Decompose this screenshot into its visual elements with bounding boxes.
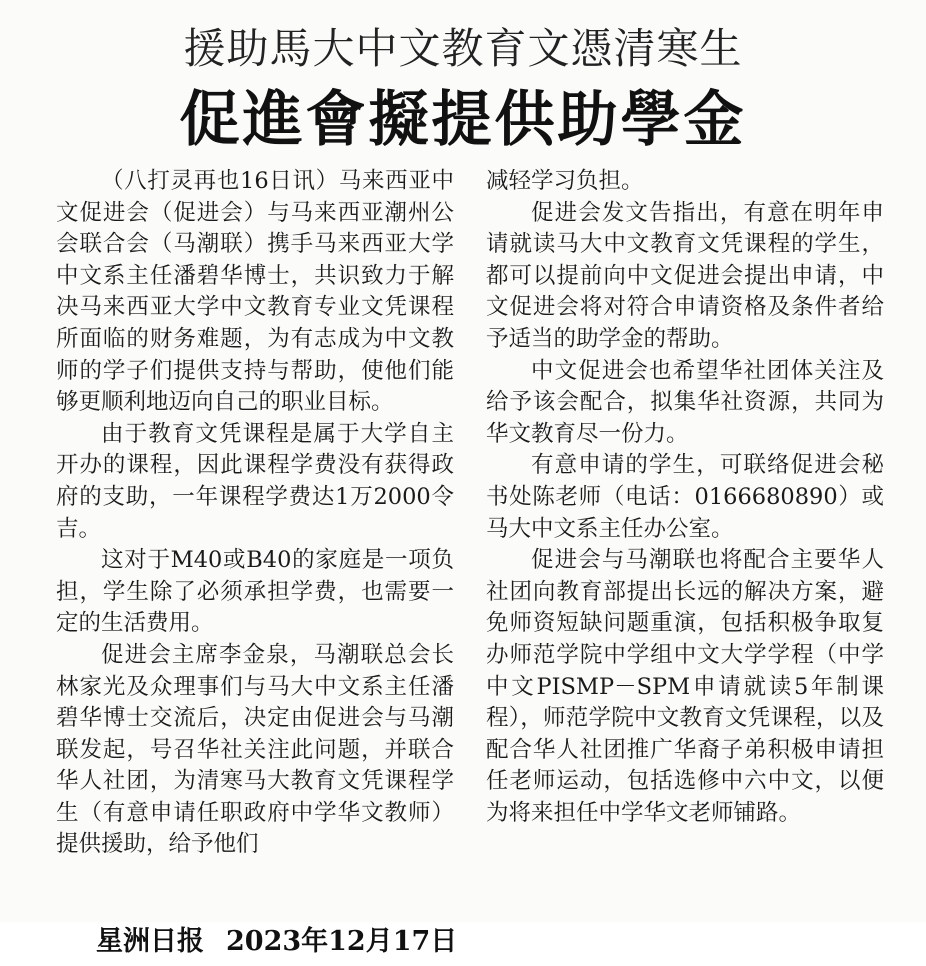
- publication-date: 2023年12月17日: [226, 926, 458, 957]
- source-caption: [96, 922, 457, 962]
- paragraph: 由于教育文凭课程是属于大学自主开办的课程，因此课程学费没有获得政府的支助，一年课程学费达1万2000令吉。: [56, 420, 454, 542]
- right-column: [486, 166, 884, 829]
- paragraph: 这对于M40或B40的家庭是一项负担，学生除了必须承担学费，也需要一定的生活费用。: [56, 547, 454, 637]
- left-column: [56, 166, 454, 861]
- paragraph: 中文促进会也希望华社团体关注及给予该会配合，拟集华社资源，共同为华文教育尽一份力。: [486, 357, 884, 447]
- headline: 促進會擬提供助學金: [179, 85, 747, 155]
- paragraph: 促进会与马潮联也将配合主要华人社团向教育部提出长远的解决方案，避免师资短缺问题重演，包括积极争取复办师范学院中学组中文大学学程（中学中文PISMP－SPM申请就读5年制课程），师范学院中文教育文凭课程，以及配合华人社团推广华裔子弟积极申请担任老师运动，包括选修中六中文，以便为将来担任中学华文老师铺路。: [486, 547, 884, 826]
- newspaper-name: 星洲日报: [96, 926, 204, 957]
- paragraph: 促进会主席李金泉，马潮联总会长林家光及众理事们与马大中文系主任潘碧华博士交流后，决定由促进会与马潮联发起，号召华社关注此问题，并联合华人社团，为清寒马大教育文凭课程学生（有意申请任职政府中学华文教师）提供援助，给予他们: [56, 641, 454, 858]
- paragraph-continuation: 减轻学习负担。: [486, 168, 644, 194]
- paragraph: （八打灵再也16日讯）马来西亚中文促进会（促进会）与马来西亚潮州公会联合会（马潮联）携手马来西亚大学中文系主任潘碧华博士，共识致力于解决马来西亚大学中文教育专业文凭课程所面临的财务难题，为有志成为中文教师的学子们提供支持与帮助，使他们能够更顺利地迈向自己的职业目标。: [56, 168, 454, 416]
- paragraph: 有意申请的学生，可联络促进会秘书处陈老师（电话：0166680890）或马大中文系主任办公室。: [486, 452, 884, 542]
- subheadline: 援助馬大中文教育文憑清寒生: [183, 24, 743, 73]
- paragraph: 促进会发文告指出，有意在明年申请就读马大中文教育文凭课程的学生，都可以提前向中文促进会提出申请，中文促进会将对符合申请资格及条件者给予适当的助学金的帮助。: [486, 199, 884, 352]
